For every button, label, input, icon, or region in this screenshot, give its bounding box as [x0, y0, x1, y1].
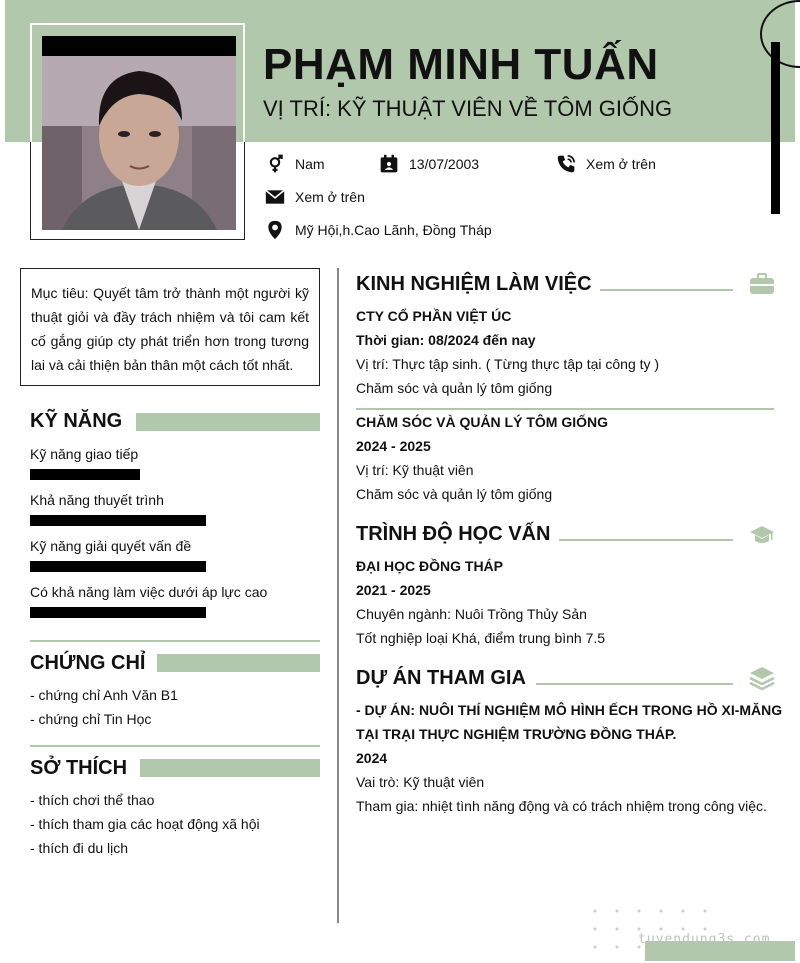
experience-org: CTY CỔ PHẦN VIỆT ÚC — [356, 308, 512, 324]
education-result: Tốt nghiệp loại Khá, điểm trung bình 7.5 — [356, 630, 606, 646]
skill-label: Khả năng thuyết trình — [30, 492, 164, 508]
layers-icon — [749, 665, 775, 691]
education-title-line — [559, 539, 733, 541]
graduation-cap-icon — [749, 522, 775, 548]
calendar-icon — [379, 154, 399, 174]
birthdate-value: 13/07/2003 — [409, 156, 480, 172]
education-school: ĐẠI HỌC ĐỒNG THÁP — [356, 558, 503, 574]
vertical-accent-bar — [771, 42, 780, 214]
birthdate-row — [379, 154, 479, 174]
watermark: tuyendung3s.com — [638, 932, 771, 947]
phone-icon — [556, 154, 576, 174]
projects-title: DỰ ÁN THAM GIA — [356, 667, 526, 689]
skill-level-bar — [30, 607, 206, 618]
section-divider — [30, 640, 320, 642]
phone-value: Xem ở trên — [586, 156, 656, 172]
experience-title: KINH NGHIỆM LÀM VIỆC — [356, 273, 592, 295]
hobby-item: - thích tham gia các hoạt động xã hội — [30, 816, 260, 832]
skill-label: Kỹ năng giao tiếp — [30, 446, 139, 462]
project-role: Vai trò: Kỹ thuật viên — [356, 774, 485, 790]
skill-level-bar — [30, 561, 206, 572]
certificates-title-bar — [157, 654, 320, 672]
gender-row — [265, 154, 325, 174]
profile-photo — [42, 36, 236, 230]
address-value: Mỹ Hội,h.Cao Lãnh, Đồng Tháp — [295, 222, 492, 238]
gender-value: Nam — [295, 156, 325, 172]
skill-label: Có khả năng làm việc dưới áp lực cao — [30, 584, 268, 600]
education-major: Chuyên ngành: Nuôi Trồng Thủy Sản — [356, 606, 587, 622]
email-icon — [265, 187, 285, 207]
location-icon — [265, 220, 285, 240]
skill-label: Kỹ năng giải quyết vấn đề — [30, 538, 192, 554]
column-divider — [337, 268, 339, 923]
certificate-item: - chứng chỉ Anh Văn B1 — [30, 687, 178, 703]
certificate-item: - chứng chỉ Tin Học — [30, 711, 152, 727]
project-desc: Tham gia: nhiệt tình năng động và có trách nhiệm trong công việc. — [356, 798, 767, 814]
hobby-item: - thích đi du lịch — [30, 840, 129, 856]
experience-role: Vị trí: Thực tập sinh. ( Từng thực tập tại công ty ) — [356, 356, 660, 372]
experience-desc: Chăm sóc và quản lý tôm giống — [356, 380, 553, 396]
candidate-name: PHẠM MINH TUẤN — [263, 40, 659, 89]
experience-title-line — [600, 289, 733, 291]
experience-time: Thời gian: 08/2024 đến nay — [356, 332, 536, 348]
career-objective: Mục tiêu: Quyết tâm trở thành một người kỹ thuật giỏi và đầy trách nhiệm và tôi cam kết cố gắng giúp cty phát triển hơn trong tương lai và cải thiện bản thân một cách tốt nhất. — [20, 268, 320, 386]
briefcase-icon — [749, 271, 775, 297]
skills-title: KỸ NĂNG — [30, 410, 123, 432]
project-name-line1: - DỰ ÁN: NUÔI THÍ NGHIỆM MÔ HÌNH ẾCH TRONG HỒ XI-MĂNG — [356, 702, 783, 718]
email-row — [265, 187, 365, 207]
experience-org: CHĂM SÓC VÀ QUẢN LÝ TÔM GIỐNG — [356, 414, 608, 430]
section-divider — [30, 745, 320, 747]
skills-title-bar — [136, 413, 320, 431]
project-name-line2: TẠI TRẠI THỰC NGHIỆM TRƯỜNG ĐỒNG THÁP. — [356, 726, 677, 742]
project-year: 2024 — [356, 750, 388, 766]
experience-time: 2024 - 2025 — [356, 438, 431, 454]
experience-entry-divider — [356, 408, 774, 410]
phone-row — [556, 154, 656, 174]
education-title: TRÌNH ĐỘ HỌC VẤN — [356, 523, 551, 545]
education-time: 2021 - 2025 — [356, 582, 431, 598]
hobbies-title-bar — [140, 759, 320, 777]
job-position: VỊ TRÍ: KỸ THUẬT VIÊN VỀ TÔM GIỐNG — [263, 96, 673, 121]
email-value: Xem ở trên — [295, 189, 365, 205]
experience-desc: Chăm sóc và quản lý tôm giống — [356, 486, 553, 502]
address-row — [265, 220, 492, 240]
gender-icon — [265, 154, 285, 174]
projects-title-line — [536, 683, 733, 685]
certificates-title: CHỨNG CHỈ — [30, 652, 146, 674]
hobbies-title: SỞ THÍCH — [30, 757, 128, 779]
skill-level-bar — [30, 469, 140, 480]
experience-role: Vị trí: Kỹ thuật viên — [356, 462, 474, 478]
skill-level-bar — [30, 515, 206, 526]
hobby-item: - thích chơi thể thao — [30, 792, 155, 808]
